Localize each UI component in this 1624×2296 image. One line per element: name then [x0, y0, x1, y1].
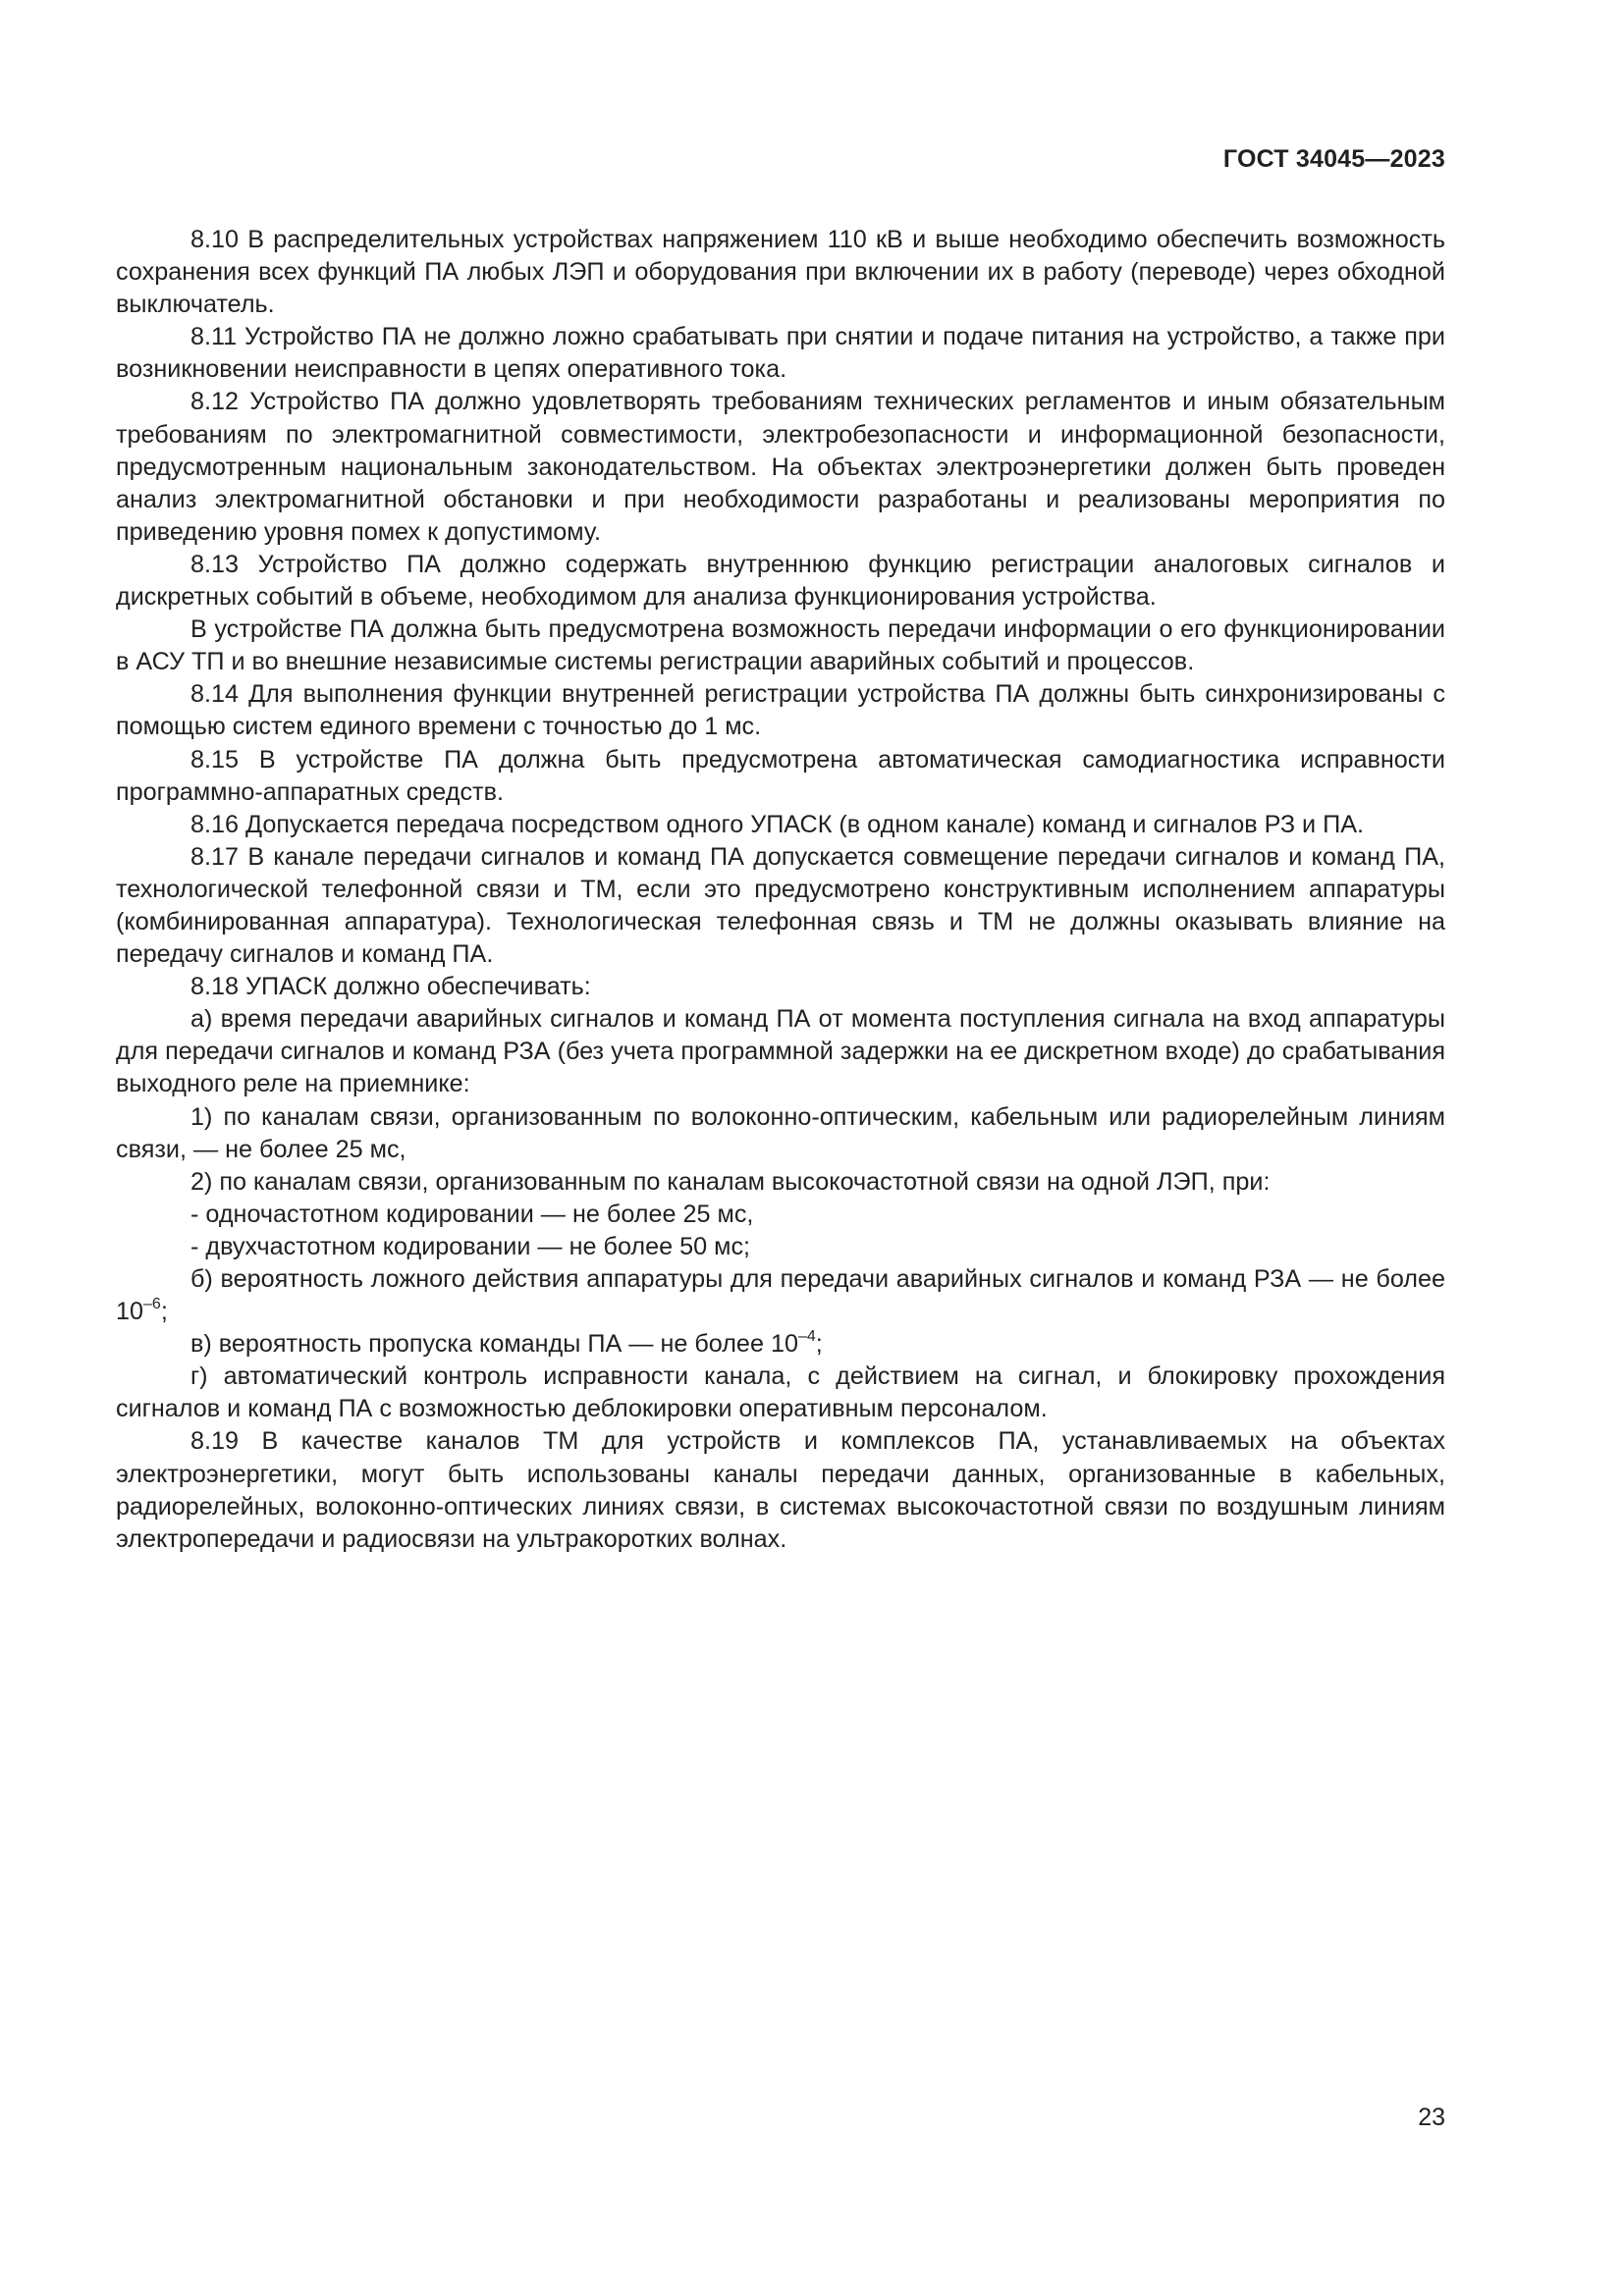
list-item-8-18-a-2-dual-freq: - двухчастотном кодировании — не более 50 мс;: [190, 1232, 751, 1260]
paragraph-8-11: 8.11 Устройство ПА не должно ложно срабатывать при снятии и подаче питания на устройство, а также при возникновении неисправности в цепях оперативного тока.: [116, 323, 1445, 384]
list-item-8-18-c-text: в) вероятность пропуска команды ПА — не более 10: [190, 1330, 798, 1359]
paragraph-8-13: 8.13 Устройство ПА должно содержать внутреннюю функцию регистрации аналоговых сигналов и дискретных событий в объеме, необходимом для анализа функционирования устройства.: [116, 550, 1445, 612]
paragraph-8-12: 8.12 Устройство ПА должно удовлетворять требованиям технических регламентов и иным обязательным требованиям по электромагнитной совместимости, электробезопасности и информационной безопасности, предусмотренным национальным законодательством. На объектах электроэнергетики должен быть проведен анализ электромагнитной обстановки и при необходимости разработаны и реализованы мероприятия по приведению уровня помех к допустимому.: [116, 388, 1445, 546]
paragraph-8-10: 8.10 В распределительных устройствах напряжением 110 кВ и выше необходимо обеспечить возможность сохранения всех функций ПА любых ЛЭП и оборудования при включении их в работу (переводе) через обходной выключатель.: [116, 226, 1445, 319]
paragraph-8-17: 8.17 В канале передачи сигналов и команд ПА допускается совмещение передачи сигналов и команд ПА, технологической телефонной связи и ТМ, если это предусмотрено конструктивным исполнением аппаратуры (комбинированная аппаратура). Технологическая телефонная связь и ТМ не должны оказывать влияние на передачу сигналов и команд ПА.: [116, 842, 1445, 969]
list-item-8-18-b: [116, 1263, 1445, 1328]
list-item-8-18-b-text: б) вероятность ложного действия аппаратуры для передачи аварийных сигналов и команд РЗА — не более 10: [116, 1265, 1445, 1326]
paragraph-8-18: 8.18 УПАСК должно обеспечивать:: [190, 973, 591, 1001]
paragraph-8-19: 8.19 В качестве каналов ТМ для устройств и комплексов ПА, устанавливаемых на объектах электроэнергетики, могут быть использованы каналы передачи данных, организованные в кабельных, радиорелейных, волоконно-оптических линиях связи, в системах высокочастотной связи по воздушным линиям электропередачи и радиосвязи на ультракоротких волнах.: [116, 1427, 1445, 1553]
list-item-8-18-a-1: 1) по каналам связи, организованным по волоконно-оптическим, кабельным или радиорелейным линиям связи, — не более 25 мс,: [116, 1102, 1445, 1163]
list-item-8-18-b-end: ;: [160, 1298, 168, 1326]
exponent-minus-4: –4: [797, 1328, 816, 1346]
list-item-8-18-a-2: 2) по каналам связи, организованным по каналам высокочастотной связи на одной ЛЭП, при:: [190, 1167, 1271, 1196]
document-body: [116, 224, 1445, 1556]
list-item-8-18-c-end: ;: [815, 1330, 823, 1359]
list-item-8-18-a: а) время передачи аварийных сигналов и команд ПА от момента поступления сигнала на вход аппаратуры для передачи сигналов и команд РЗА (без учета программной задержки на ее дискретном входе) до срабатывания выходного реле на приемнике:: [116, 1005, 1445, 1098]
page-number: 23: [1418, 2104, 1445, 2131]
paragraph-8-16: 8.16 Допускается передача посредством одного УПАСК (в одном канале) команд и сигналов РЗ и ПА.: [190, 810, 1365, 838]
paragraph-8-13-continued: В устройстве ПА должна быть предусмотрена возможность передачи информации о его функционировании в АСУ ТП и во внешние независимые системы регистрации аварийных событий и процессов.: [116, 615, 1445, 676]
list-item-8-18-d: г) автоматический контроль исправности канала, с действием на сигнал, и блокировку прохождения сигналов и команд ПА с возможностью деблокировки оперативным персоналом.: [116, 1362, 1445, 1423]
standard-number-header: ГОСТ 34045—2023: [1222, 145, 1445, 173]
paragraph-8-14: 8.14 Для выполнения функции внутренней регистрации устройства ПА должны быть синхронизированы с помощью систем единого времени с точностью до 1 мс.: [116, 680, 1445, 741]
list-item-8-18-c: [116, 1328, 1445, 1361]
paragraph-8-15: 8.15 В устройстве ПА должна быть предусмотрена автоматическая самодиагностика исправности программно-аппаратных средств.: [116, 745, 1445, 806]
exponent-minus-6: –6: [143, 1296, 161, 1313]
list-item-8-18-a-2-single-freq: - одночастотном кодировании — не более 25 мс,: [190, 1200, 754, 1228]
